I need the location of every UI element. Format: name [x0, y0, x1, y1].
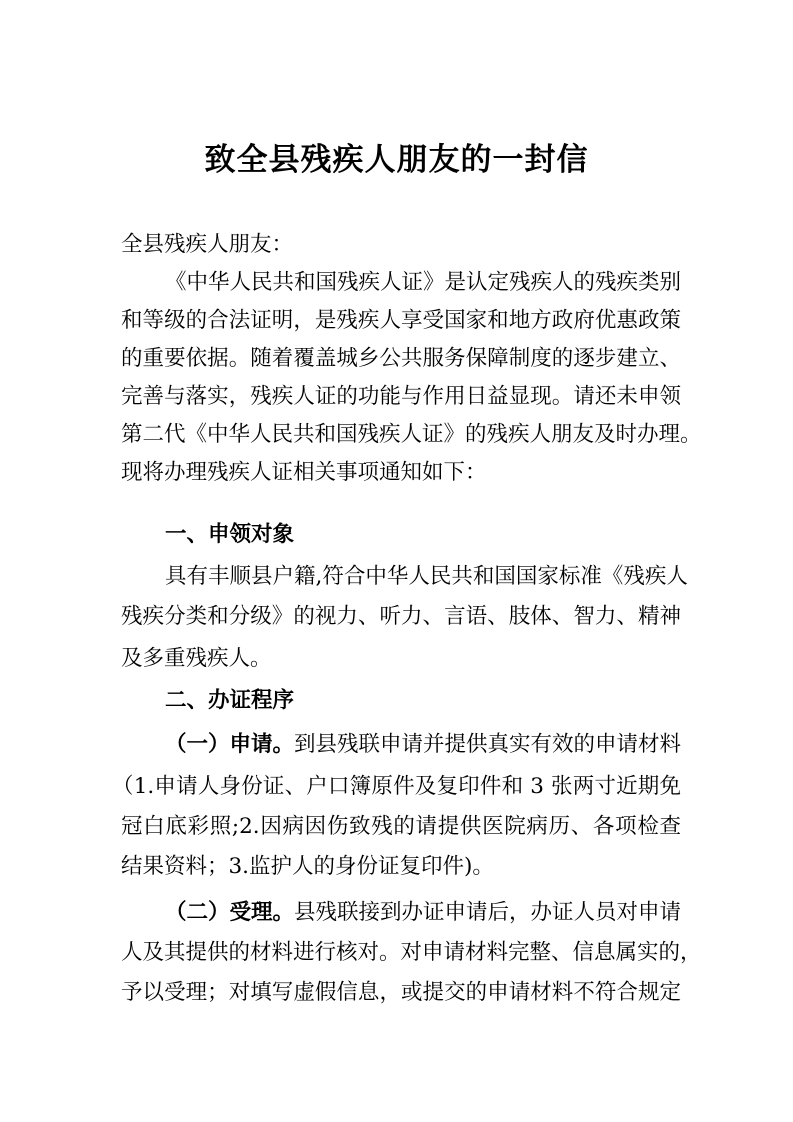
document-title: 致全县残疾人朋友的一封信 — [204, 142, 589, 178]
step-text: 县残联接到办证申请后，办证人员对申请 — [294, 900, 682, 925]
paragraph-line: 人及其提供的材料进行核对。对申请材料完整、信息属实的， — [121, 940, 702, 965]
paragraph-line: （1.申请人身份证、户口簿原件及复印件和 3 张两寸近期免 — [112, 774, 681, 799]
paragraph-line: 结果资料；3.监护人的身份证复印件)。 — [121, 854, 494, 879]
step-text: 到县残联申请并提供真实有效的申请材料 — [294, 732, 682, 757]
section-heading: 二、办证程序 — [165, 688, 295, 713]
paragraph-line — [165, 898, 681, 928]
intro-line: 《中华人民共和国残疾人证》是认定残疾人的残疾类别 — [165, 270, 682, 295]
paragraph-line: 具有丰顺县户籍,符合中华人民共和国国家标准《残疾人 — [165, 564, 688, 589]
step-label: （一）申请。 — [165, 732, 295, 757]
paragraph-line: 予以受理；对填写虚假信息，或提交的申请材料不符合规定 — [121, 980, 681, 1005]
step-label: （二）受理。 — [165, 900, 295, 925]
paragraph-line: 残疾分类和分级》的视力、听力、言语、肢体、智力、精神 — [121, 604, 681, 629]
section-heading: 一、申领对象 — [165, 522, 295, 547]
paragraph-line — [165, 730, 681, 760]
intro-line: 现将办理残疾人证相关事项通知如下： — [121, 460, 487, 485]
intro-line: 完善与落实，残疾人证的功能与作用日益显现。请还未申领 — [121, 384, 681, 409]
intro-line: 第二代《中华人民共和国残疾人证》的残疾人朋友及时办理。 — [121, 422, 702, 447]
salutation: 全县残疾人朋友： — [121, 232, 294, 257]
paragraph-line: 冠白底彩照;2.因病因伤致残的请提供医院病历、各项检查 — [121, 814, 681, 839]
paragraph-line: 及多重残疾人。 — [121, 646, 272, 671]
intro-line: 的重要依据。随着覆盖城乡公共服务保障制度的逐步建立、 — [121, 346, 681, 371]
intro-line: 和等级的合法证明，是残疾人享受国家和地方政府优惠政策 — [121, 308, 681, 333]
